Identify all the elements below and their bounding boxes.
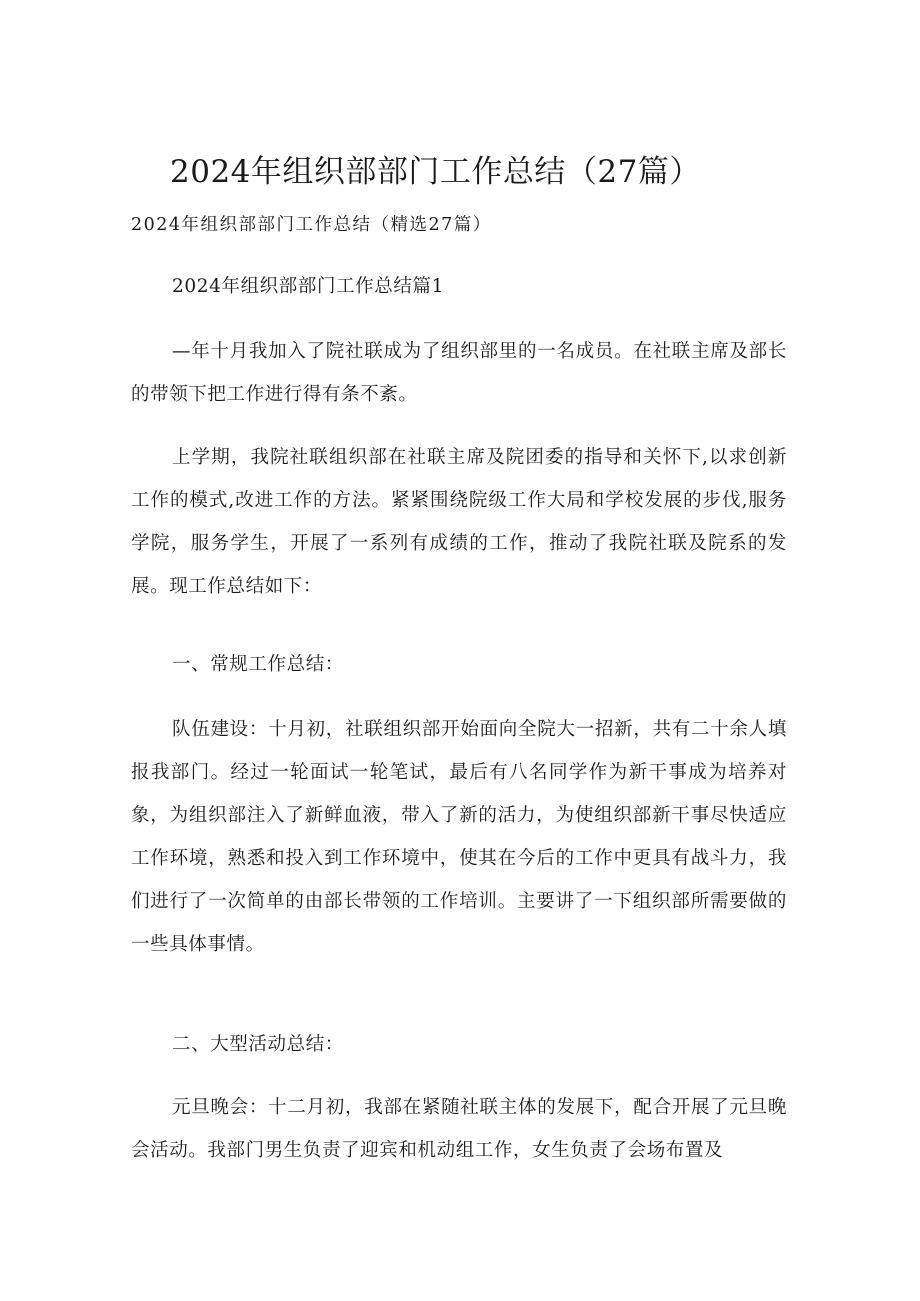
paragraph-intro: —年十月我加入了院社联成为了组织部里的一名成员。在社联主席及部长的带领下把工作进行得有条不紊。 [131, 341, 787, 405]
heading-major-events: 二、大型活动总结： [172, 1034, 344, 1055]
paragraph-semester: 上学期，我院社联组织部在社联主席及院团委的指导和关怀下,以求创新工作的模式,改进工作的方法。紧紧围绕院级工作大局和学校发展的步伐,服务学院，服务学生，开展了一系列有成绩的工作，推动了我院社联及院系的发展。现工作总结如下： [131, 447, 787, 597]
document-subtitle: 2024年组织部部门工作总结（精选27篇） [131, 215, 492, 235]
paragraph-new-year-gala: 元旦晚会：十二月初，我部在紧随社联主体的发展下，配合开展了元旦晚会活动。我部门男生负责了迎宾和机动组工作，女生负责了会场布置及 [131, 1097, 787, 1161]
document-title: 2024年组织部部门工作总结（27篇） [170, 154, 701, 190]
heading-routine-work: 一、常规工作总结： [172, 654, 344, 675]
section-heading: 2024年组织部部门工作总结篇1 [172, 276, 444, 297]
paragraph-team-building: 队伍建设：十月初，社联组织部开始面向全院大一招新，共有二十余人填报我部门。经过一轮面试一轮笔试，最后有八名同学作为新干事成为培养对象，为组织部注入了新鲜血液，带入了新的活力，为使组织部新干事尽快适应工作环境，熟悉和投入到工作环境中，使其在今后的工作中更具有战斗力，我们进行了一次简单的由部长带领的工作培训。主要讲了一下组织部所需要做的一些具体事情。 [131, 719, 787, 955]
